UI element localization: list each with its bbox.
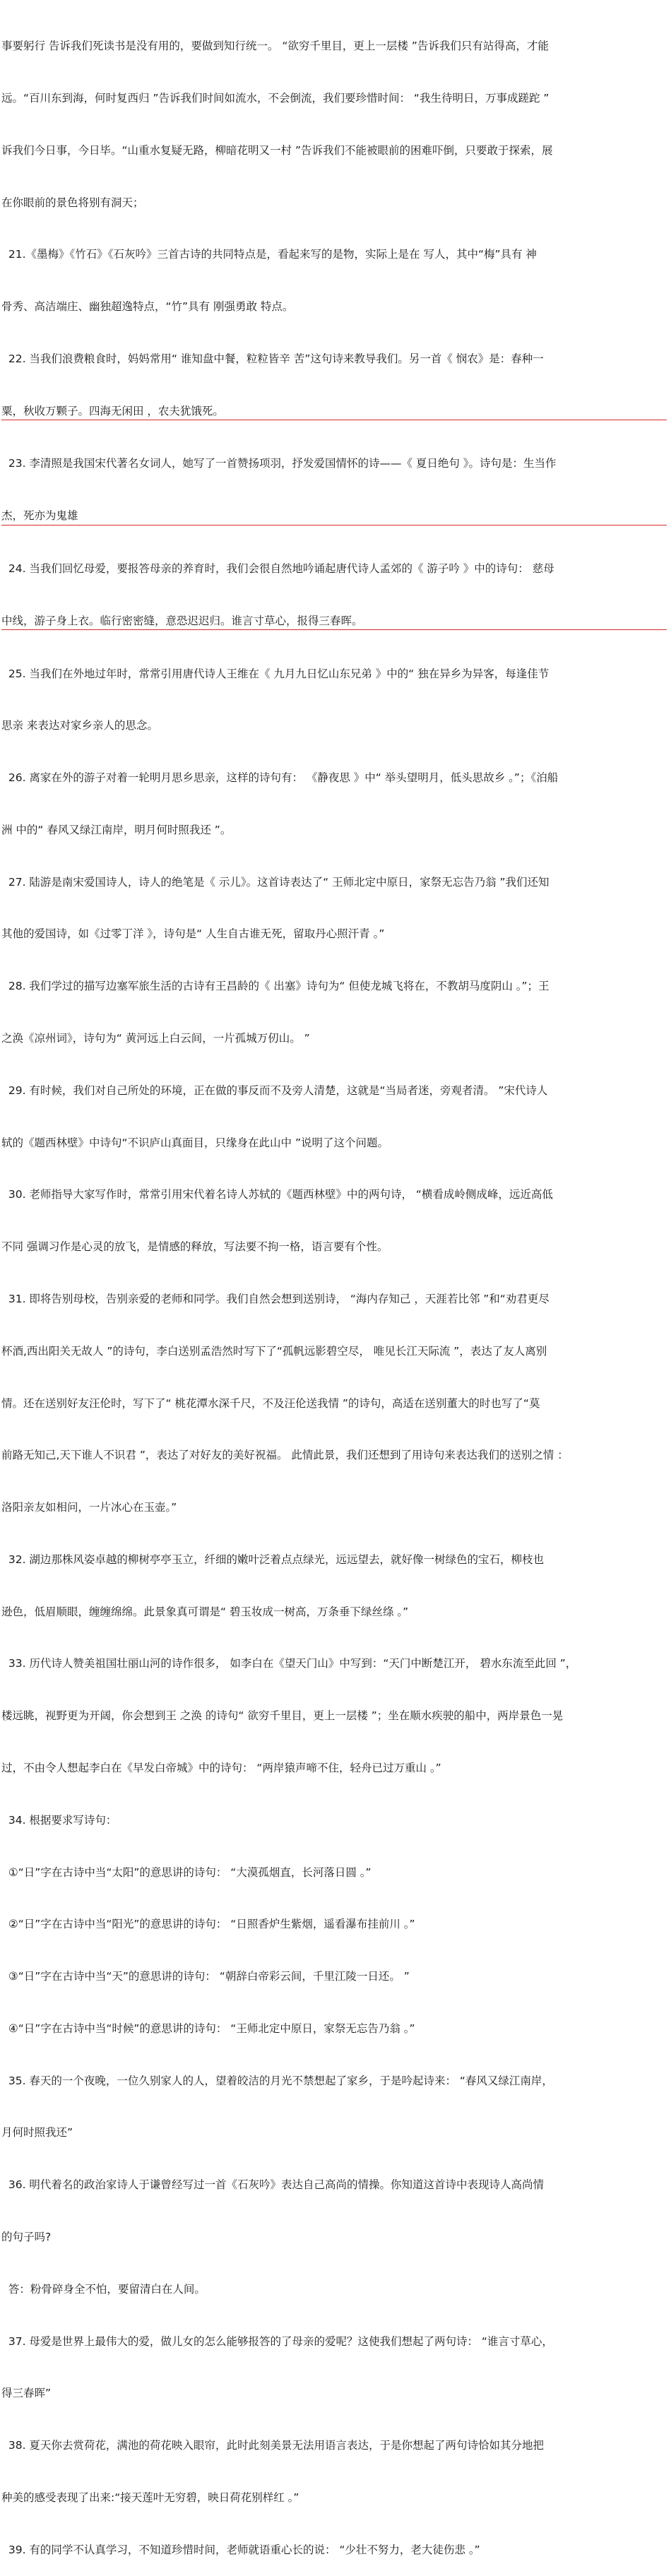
text-line: 轼的《题西林壁》中诗句“不识庐山真面目，只缘身在此山中 ”说明了这个问题。 — [1, 1136, 388, 1149]
text-line: 在你眼前的景色将别有洞天； — [1, 196, 144, 209]
question-39: 39. 有的同学不认真学习，不知道珍惜时间，老师就语重心长的说： “少壮不努力，老大徒伤悲 。” — [1, 2543, 480, 2556]
text-line: 种美的感受表现了出来:“接天莲叶无穷碧，映日荷花别样红 。” — [1, 2491, 299, 2504]
text-line: 逊色，低眉顺眼，缠缠绵绵。此景象真可谓是“ 碧玉妆成一树高，万条垂下绿丝绦 。” — [1, 1605, 409, 1618]
question-35: 35. 春天的一个夜晚，一位久别家人的人，望着皎洁的月光不禁想起了家乡，于是吟起诗来： “春风又绿江南岸， — [1, 2074, 553, 2087]
text-line: 事要躬行 告诉我们死读书是没有用的，要做到知行统一。 “欲穷千里目，更上一层楼 ”告诉我们只有站得高，才能 — [1, 40, 549, 53]
question-34-item-1: ①“日”字在古诗中当“太阳”的意思讲的诗句： “大漠孤烟直，长河落日圆 。” — [1, 1865, 372, 1879]
question-28: 28. 我们学过的描写边塞军旅生活的古诗有王昌龄的《 出塞》诗句为“ 但使龙城飞将在，不教胡马度阴山 。”；王 — [1, 980, 550, 993]
text-line: 远。“百川东到海，何时复西归 ”告诉我们时间如流水，不会倒流，我们要珍惜时间： “我生待明日，万事成蹉跎 ” — [1, 91, 550, 105]
question-24: 24. 当我们回忆母爱，要报答母亲的养育时，我们会很自然地吟诵起唐代诗人孟郊的《 游子吟 》中的诗句： 慈母 — [1, 562, 554, 575]
answer-line: 粟，秋收万颗子。四海无闲田 ，农夫犹饿死。 — [1, 403, 667, 421]
question-36: 36. 明代着名的政治家诗人于谦曾经写过一首《石灰吟》表达自己高尚的情操。你知道这首诗中表现诗人高尚情 — [1, 2178, 544, 2192]
question-26: 26. 离家在外的游子对着一轮明月思乡思亲，这样的诗句有： 《静夜思 》中“ 举头望明月，低头思故乡 。”；《泊船 — [1, 771, 559, 785]
text-line: 的句子吗? — [1, 2231, 52, 2243]
answer-36: 答：粉骨碎身全不怕，要留清白在人间。 — [1, 2282, 206, 2296]
question-31: 31. 即将告别母校，告别亲爱的老师和同学。我们自然会想到送别诗， “海内存知己 ，天涯若比邻 ”和“劝君更尽 — [1, 1292, 550, 1305]
answer-line: 杰，死亦为鬼雄 — [1, 507, 667, 526]
question-23: 23. 李清照是我国宋代著名女词人，她写了一首赞扬项羽，抒发爱国情怀的诗——《 夏日绝句 》。诗句是：生当作 — [1, 457, 557, 470]
text-line: 洛阳亲友如相问，一片冰心在玉壶。” — [1, 1501, 177, 1514]
text-line: 思亲 来表达对家乡亲人的思念。 — [1, 719, 158, 732]
text-line: 洲 中的“ 春风又绿江南岸，明月何时照我还 ”。 — [1, 823, 232, 836]
question-37: 37. 母爱是世界上最伟大的爱，做儿女的怎么能够报答的了母亲的爱呢？这使我们想起了两句诗： “谁言寸草心， — [1, 2334, 553, 2348]
text-line: 得三春晖” — [1, 2387, 52, 2400]
text-line: 诉我们今日事，今日毕。“山重水复疑无路，柳暗花明又一村 ”告诉我们不能被眼前的困难吓倒，只要敢于探索，展 — [1, 143, 553, 157]
answer-line: 中线，游子身上衣。临行密密缝，意恐迟迟归。谁言寸草心，报得三春晖。 — [1, 612, 667, 631]
text-line: 之涣《凉州词》，诗句为“ 黄河远上白云间，一片孤城万仞山。 ” — [1, 1032, 310, 1045]
question-22: 22. 当我们浪费粮食时，妈妈常用“ 谁知盘中餐，粒粒皆辛 苦”这句诗来教导我们。另一首《 悯农》是：春种一 — [1, 352, 544, 365]
text-line: 月何时照我还” — [1, 2126, 73, 2139]
question-34-item-2: ②“日”字在古诗中当“阳光”的意思讲的诗句： “日照香炉生紫烟，遥看瀑布挂前川 。” — [1, 1918, 415, 1931]
text-line: 杯酒,西出阳关无故人 ”的诗句，李白送别孟浩然时写下了“孤帆远影碧空尽， 唯见长江天际流 ”，表达了友人离别 — [1, 1344, 547, 1358]
text-line: 其他的爱国诗，如《过零丁洋 》，诗句是“ 人生自古谁无死，留取丹心照汗青 。” — [1, 927, 385, 941]
text-line: 不同 强调习作是心灵的放飞，是情感的释放，写法要不拘一格，语言要有个性。 — [1, 1240, 388, 1254]
question-34: 34. 根据要求写诗句： — [1, 1813, 117, 1827]
question-27: 27. 陆游是南宋爱国诗人，诗人的绝笔是《 示儿》。这首诗表达了“ 王师北定中原日，家祭无忘告乃翁 ”我们还知 — [1, 875, 550, 889]
question-38: 38. 夏天你去赏荷花，满池的荷花映入眼帘，此时此刻美景无法用语言表达，于是你想起了两句诗恰如其分地把 — [1, 2439, 544, 2452]
text-line: 过，不由令人想起李白在《早发白帝城》中的诗句： “两岸猿声啼不住，轻舟已过万重山 。” — [1, 1761, 441, 1774]
text-line: 前路无知己,天下谁人不识君 ”，表达了对好友的美好祝福。 此情此景，我们还想到了用诗句来表达我们的送别之情 ： — [1, 1449, 569, 1462]
question-30: 30. 老师指导大家写作时，常常引用宋代着名诗人苏轼的《题西林壁》中的两句诗， “横看成岭侧成峰，远近高低 — [1, 1188, 553, 1201]
text-line: 骨秀、高洁端庄、幽独超逸特点，“竹”具有 刚强勇敢 特点。 — [1, 300, 294, 314]
question-34-item-3: ③“日”字在古诗中当“天”的意思讲的诗句： “朝辞白帝彩云间，千里江陵一日还。 ” — [1, 1970, 410, 1983]
question-34-item-4: ④“日”字在古诗中当“时候”的意思讲的诗句： “王师北定中原日，家祭无忘告乃翁 。” — [1, 2022, 415, 2035]
question-29: 29. 有时候，我们对自己所处的环境，正在做的事反而不及旁人清楚，这就是“当局者迷，旁观者清。 ”宋代诗人 — [1, 1084, 548, 1097]
question-25: 25. 当我们在外地过年时，常常引用唐代诗人王维在《 九月九日忆山东兄弟 》中的“ 独在异乡为异客，每逢佳节 — [1, 667, 550, 680]
question-32: 32. 湖边那株风姿卓越的柳树亭亭玉立，纤细的嫩叶泛着点点绿光，远远望去，就好像一树绿色的宝石，柳枝也 — [1, 1553, 544, 1566]
question-21: 21.《墨梅》《竹石》《石灰吟》三首古诗的共同特点是，看起来写的是物，实际上是在 写人，其中“梅”具有 神 — [1, 248, 537, 261]
text-line: 情。还在送别好友汪伦时，写下了“ 桃花潭水深千尺，不及汪伦送我情 ”的诗句，高适在送别董大的时也写了“莫 — [1, 1396, 540, 1410]
text-line: 楼远眺，视野更为开阔，你会想到王 之涣 的诗句“ 欲穷千里目，更上一层楼 ”；坐在顺水疾驶的船中，两岸景色一晃 — [1, 1709, 564, 1723]
question-33: 33. 历代诗人赞美祖国壮丽山河的诗作很多， 如李白在《望天门山》中写到：“天门中断楚江开， 碧水东流至此回 ”， — [1, 1657, 577, 1670]
